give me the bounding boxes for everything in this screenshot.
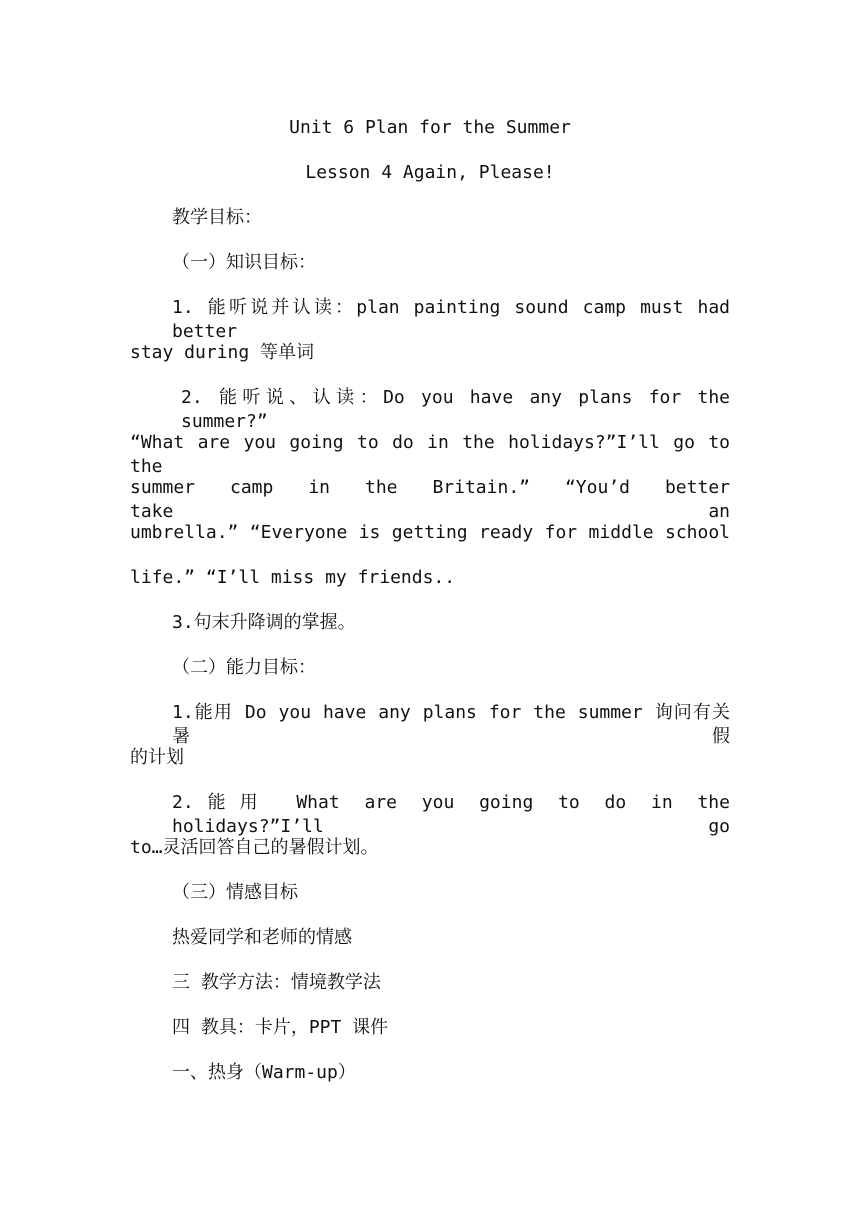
page-title: Unit 6 Plan for the Summer — [289, 117, 571, 138]
knowledge-item-2-line-1: 2. 能听说、认读：Do you have any plans for the summer?” — [181, 387, 730, 432]
teaching-method: 三 教学方法：情境教学法 — [172, 972, 381, 993]
teaching-tools: 四 教具：卡片，PPT 课件 — [172, 1017, 389, 1038]
knowledge-item-1-line-2: stay during 等单词 — [130, 342, 315, 363]
objectives-heading: 教学目标： — [172, 207, 262, 228]
knowledge-item-2-line-3: summer camp in the Britain.” “You’d better take an — [130, 477, 730, 522]
ability-heading: （二）能力目标： — [172, 657, 316, 678]
ability-item-2-line-1: 2.能用 What are you going to do in the holidays?”I’ll go — [172, 792, 730, 837]
knowledge-item-2-line-4: umbrella.” “Everyone is getting ready for middle school — [130, 522, 730, 543]
knowledge-heading: （一）知识目标： — [172, 252, 316, 273]
warmup-heading: 一、热身（Warm-up） — [172, 1062, 356, 1083]
ability-item-1-line-2: 的计划 — [130, 747, 184, 768]
knowledge-item-2-line-5: life.” “I’ll miss my friends.. — [130, 567, 456, 588]
emotion-heading: （三）情感目标 — [172, 882, 298, 903]
lesson-subtitle: Lesson 4 Again, Please! — [305, 162, 555, 183]
ability-item-2-line-2: to…灵活回答自己的暑假计划。 — [130, 837, 379, 858]
ability-item-1-line-1: 1.能用 Do you have any plans for the summer 询问有关暑假 — [172, 702, 730, 747]
knowledge-item-3: 3.句末升降调的掌握。 — [172, 612, 356, 633]
knowledge-item-2-line-2: “What are you going to do in the holidays?”I’ll go to the — [130, 432, 730, 477]
emotion-text: 热爱同学和老师的情感 — [172, 927, 352, 948]
knowledge-item-1-line-1: 1. 能听说并认读：plan painting sound camp must had better — [172, 297, 730, 342]
